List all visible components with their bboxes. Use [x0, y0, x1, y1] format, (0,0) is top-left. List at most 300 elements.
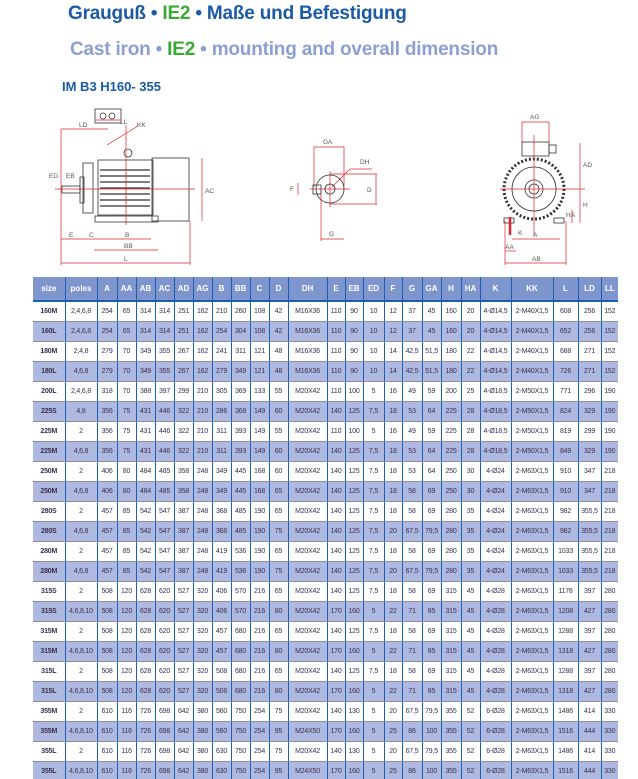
cell-aa: 85	[117, 502, 136, 522]
cell-ga: 69	[422, 482, 441, 502]
cell-poles: 4,8	[65, 402, 97, 422]
cell-b: 457	[212, 642, 231, 662]
cell-poles: 2,4,6,8	[65, 301, 97, 322]
cell-c: 108	[250, 322, 269, 342]
cell-b: 305	[212, 382, 231, 402]
cell-size: 355L	[33, 742, 65, 762]
cell-eb: 130	[345, 702, 363, 722]
column-header-ha: HA	[461, 277, 480, 301]
cell-ld: 427	[578, 602, 601, 622]
table-row	[33, 502, 618, 522]
column-header-ga: GA	[422, 277, 441, 301]
cell-h: 225	[441, 442, 461, 462]
cell-ld: 427	[578, 682, 601, 702]
dim-label-dh: DH	[360, 159, 370, 166]
cell-b: 406	[212, 602, 231, 622]
cell-ga: 69	[422, 582, 441, 602]
cell-b: 419	[212, 562, 231, 582]
cell-ag: 320	[193, 622, 212, 642]
cell-aa: 65	[117, 322, 136, 342]
cell-l: 1033	[553, 542, 578, 562]
column-header-d: D	[269, 277, 288, 301]
column-header-g: G	[402, 277, 422, 301]
cell-ga: 69	[422, 502, 441, 522]
cell-ed: 5	[363, 762, 384, 779]
cell-h: 280	[441, 522, 461, 542]
table-row	[33, 702, 618, 722]
cell-aa: 120	[117, 682, 136, 702]
cell-size: 355M	[33, 722, 65, 742]
cell-ab: 628	[136, 622, 155, 642]
cell-ac: 547	[155, 502, 174, 522]
cell-d: 60	[269, 462, 288, 482]
cell-size: 225M	[33, 422, 65, 442]
cell-poles: 2	[65, 542, 97, 562]
cell-ll: 280	[601, 602, 618, 622]
cell-ld: 256	[578, 322, 601, 342]
cell-ac: 547	[155, 522, 174, 542]
cell-ga: 100	[422, 762, 441, 779]
dimension-table	[33, 277, 618, 779]
cell-e: 110	[327, 342, 345, 362]
cell-ga: 79,5	[422, 742, 441, 762]
cell-ed: 7,5	[363, 562, 384, 582]
cell-ag: 248	[193, 462, 212, 482]
cell-ab: 542	[136, 542, 155, 562]
cell-g: 49	[402, 382, 422, 402]
cell-e: 140	[327, 562, 345, 582]
cell-l: 652	[553, 322, 578, 342]
cell-h: 355	[441, 742, 461, 762]
cell-d: 48	[269, 342, 288, 362]
cell-ad: 251	[174, 322, 193, 342]
cell-c: 216	[250, 602, 269, 622]
cell-l: 688	[553, 342, 578, 362]
cell-ag: 320	[193, 602, 212, 622]
cell-aa: 116	[117, 722, 136, 742]
cell-aa: 80	[117, 462, 136, 482]
cell-size: 160L	[33, 322, 65, 342]
cell-eb: 125	[345, 402, 363, 422]
cell-ag: 248	[193, 562, 212, 582]
cell-bb: 311	[231, 342, 250, 362]
cell-ha: 30	[461, 482, 480, 502]
title-german-pre: Grauguß •	[68, 3, 163, 24]
dim-label-b: B	[125, 232, 130, 239]
cell-c: 149	[250, 442, 269, 462]
cell-f: 18	[384, 482, 402, 502]
cell-f: 22	[384, 602, 402, 622]
table-row	[33, 622, 618, 642]
cell-h: 355	[441, 722, 461, 742]
dim-label-e: E	[69, 232, 74, 239]
cell-ll: 152	[601, 301, 618, 322]
cell-k: 4-Ø24	[480, 502, 511, 522]
cell-ac: 485	[155, 462, 174, 482]
cell-ld: 355,5	[578, 502, 601, 522]
cell-k: 6-Ø28	[480, 702, 511, 722]
cell-dh: M20X42	[288, 642, 327, 662]
cell-poles: 2,4,6,8	[65, 382, 97, 402]
cell-ll: 218	[601, 542, 618, 562]
cell-ga: 85	[422, 602, 441, 622]
cell-h: 225	[441, 402, 461, 422]
cell-aa: 75	[117, 402, 136, 422]
cell-dh: M20X42	[288, 542, 327, 562]
cell-poles: 4,6,8	[65, 482, 97, 502]
dim-label-ag: AG	[530, 114, 540, 121]
cell-g: 67,5	[402, 702, 422, 722]
cell-ab: 388	[136, 382, 155, 402]
dim-label-ed: ED	[49, 173, 59, 180]
cell-ab: 628	[136, 642, 155, 662]
table-row	[33, 722, 618, 742]
cell-kk: 2-M63X1,5	[511, 742, 553, 762]
cell-ac: 355	[155, 362, 174, 382]
cell-f: 18	[384, 502, 402, 522]
cell-poles: 4,6,8	[65, 362, 97, 382]
cell-d: 60	[269, 442, 288, 462]
cell-kk: 2-M63X1,5	[511, 542, 553, 562]
ie2-label-en: IE2	[167, 39, 196, 60]
cell-ed: 10	[363, 322, 384, 342]
cell-size: 315S	[33, 582, 65, 602]
cell-a: 279	[97, 362, 117, 382]
cell-ga: 45	[422, 301, 441, 322]
cell-e: 140	[327, 742, 345, 762]
cell-ha: 52	[461, 742, 480, 762]
cell-poles: 2	[65, 702, 97, 722]
cell-ac: 547	[155, 562, 174, 582]
cell-eb: 160	[345, 602, 363, 622]
cell-aa: 75	[117, 422, 136, 442]
cell-a: 508	[97, 662, 117, 682]
cell-ed: 7,5	[363, 622, 384, 642]
table-row	[33, 422, 618, 442]
cell-ed: 7,5	[363, 582, 384, 602]
cell-e: 170	[327, 722, 345, 742]
cell-e: 140	[327, 542, 345, 562]
cell-ld: 329	[578, 442, 601, 462]
cell-g: 53	[402, 462, 422, 482]
cell-d: 48	[269, 362, 288, 382]
cell-ad: 387	[174, 562, 193, 582]
cell-ag: 380	[193, 722, 212, 742]
cell-e: 170	[327, 602, 345, 622]
cell-eb: 125	[345, 522, 363, 542]
table-row	[33, 662, 618, 682]
cell-ga: 69	[422, 542, 441, 562]
cell-f: 16	[384, 422, 402, 442]
cell-f: 18	[384, 622, 402, 642]
cell-d: 75	[269, 742, 288, 762]
cell-eb: 125	[345, 462, 363, 482]
cell-k: 4-Ø24	[480, 562, 511, 582]
cell-ld: 444	[578, 762, 601, 779]
cell-k: 4-Ø24	[480, 522, 511, 542]
cell-f: 18	[384, 662, 402, 682]
column-header-l: L	[553, 277, 578, 301]
cell-eb: 125	[345, 582, 363, 602]
cell-ag: 162	[193, 322, 212, 342]
cell-ac: 314	[155, 322, 174, 342]
cell-dh: M20X42	[288, 502, 327, 522]
cell-ac: 314	[155, 301, 174, 322]
cell-ab: 431	[136, 422, 155, 442]
cell-f: 20	[384, 702, 402, 722]
cell-ga: 69	[422, 662, 441, 682]
cell-h: 160	[441, 301, 461, 322]
cell-ha: 28	[461, 422, 480, 442]
cell-ll: 330	[601, 762, 618, 779]
cell-ad: 642	[174, 722, 193, 742]
column-header-size: size	[33, 277, 65, 301]
cell-dh: M20X42	[288, 742, 327, 762]
cell-f: 25	[384, 762, 402, 779]
cell-size: 280S	[33, 522, 65, 542]
cell-ed: 5	[363, 742, 384, 762]
cell-eb: 160	[345, 642, 363, 662]
cell-ad: 267	[174, 362, 193, 382]
title-german-post: • Maße und Befestigung	[190, 3, 407, 24]
cell-e: 140	[327, 622, 345, 642]
cell-e: 110	[327, 362, 345, 382]
cell-b: 508	[212, 662, 231, 682]
cell-bb: 680	[231, 682, 250, 702]
cell-kk: 2-M63X1,5	[511, 762, 553, 779]
cell-c: 121	[250, 362, 269, 382]
cell-eb: 130	[345, 742, 363, 762]
cell-dh: M16X36	[288, 301, 327, 322]
cell-e: 170	[327, 682, 345, 702]
cell-c: 133	[250, 382, 269, 402]
cell-ad: 358	[174, 482, 193, 502]
cell-l: 849	[553, 442, 578, 462]
cell-ac: 547	[155, 542, 174, 562]
cell-h: 280	[441, 562, 461, 582]
cell-ga: 85	[422, 642, 441, 662]
cell-dh: M16X36	[288, 342, 327, 362]
cell-f: 20	[384, 742, 402, 762]
cell-ed: 10	[363, 342, 384, 362]
table-row	[33, 462, 618, 482]
cell-ad: 387	[174, 502, 193, 522]
cell-ll: 280	[601, 682, 618, 702]
cell-dh: M20X42	[288, 622, 327, 642]
column-header-f: F	[384, 277, 402, 301]
cell-bb: 485	[231, 502, 250, 522]
cell-dh: M20X42	[288, 462, 327, 482]
dim-label-ga: GA	[323, 139, 333, 146]
cell-ll: 190	[601, 382, 618, 402]
cell-b: 457	[212, 622, 231, 642]
cell-kk: 2-M63X1,5	[511, 582, 553, 602]
cell-bb: 393	[231, 442, 250, 462]
cell-ac: 698	[155, 702, 174, 722]
cell-kk: 2-M50X1,5	[511, 382, 553, 402]
column-header-c: C	[250, 277, 269, 301]
cell-e: 140	[327, 402, 345, 422]
cell-bb: 445	[231, 482, 250, 502]
cell-eb: 160	[345, 682, 363, 702]
cell-b: 368	[212, 502, 231, 522]
cell-bb: 393	[231, 422, 250, 442]
cell-size: 315S	[33, 602, 65, 622]
cell-ab: 542	[136, 502, 155, 522]
cell-ed: 5	[363, 702, 384, 722]
cell-kk: 2-M40X1,5	[511, 322, 553, 342]
dim-label-bb: BB	[124, 243, 133, 250]
cell-b: 630	[212, 762, 231, 779]
cell-poles: 2,4,6,8	[65, 322, 97, 342]
column-header-ad: AD	[174, 277, 193, 301]
cell-ag: 210	[193, 442, 212, 462]
cell-ed: 5	[363, 602, 384, 622]
cell-l: 1288	[553, 662, 578, 682]
cell-size: 200L	[33, 382, 65, 402]
cell-f: 14	[384, 342, 402, 362]
cell-g: 58	[402, 542, 422, 562]
column-header-a: A	[97, 277, 117, 301]
cell-ld: 271	[578, 362, 601, 382]
cell-bb: 485	[231, 522, 250, 542]
cell-ga: 51,5	[422, 342, 441, 362]
cell-d: 75	[269, 702, 288, 722]
cell-bb: 260	[231, 301, 250, 322]
cell-h: 315	[441, 582, 461, 602]
cell-ha: 22	[461, 342, 480, 362]
cell-kk: 2-M63X1,5	[511, 602, 553, 622]
cell-size: 180M	[33, 342, 65, 362]
cell-size: 315M	[33, 622, 65, 642]
cell-kk: 2-M63X1,5	[511, 662, 553, 682]
cell-eb: 90	[345, 342, 363, 362]
cell-e: 140	[327, 702, 345, 722]
cell-c: 190	[250, 502, 269, 522]
cell-ag: 320	[193, 582, 212, 602]
cell-c: 149	[250, 402, 269, 422]
table-row	[33, 442, 618, 462]
cell-l: 1318	[553, 642, 578, 662]
cell-kk: 2-M63X1,5	[511, 502, 553, 522]
cell-ha: 45	[461, 642, 480, 662]
cell-dh: M20X42	[288, 482, 327, 502]
cell-ac: 698	[155, 722, 174, 742]
cell-ll: 218	[601, 502, 618, 522]
cell-eb: 90	[345, 322, 363, 342]
cell-h: 315	[441, 662, 461, 682]
cell-poles: 4,6,8,10	[65, 722, 97, 742]
cell-ac: 446	[155, 402, 174, 422]
cell-ag: 210	[193, 382, 212, 402]
title-german	[68, 3, 407, 25]
cell-c: 149	[250, 422, 269, 442]
cell-d: 55	[269, 382, 288, 402]
cell-f: 20	[384, 522, 402, 542]
cell-ed: 5	[363, 382, 384, 402]
cell-c: 190	[250, 542, 269, 562]
cell-f: 18	[384, 442, 402, 462]
cell-d: 55	[269, 422, 288, 442]
cell-kk: 2-M63X1,5	[511, 622, 553, 642]
cell-g: 71	[402, 682, 422, 702]
cell-aa: 75	[117, 442, 136, 462]
cell-ga: 59	[422, 382, 441, 402]
cell-d: 65	[269, 482, 288, 502]
cell-aa: 70	[117, 382, 136, 402]
cell-eb: 125	[345, 502, 363, 522]
cell-e: 140	[327, 582, 345, 602]
cell-ed: 7,5	[363, 482, 384, 502]
dim-label-l: L	[124, 256, 128, 263]
cell-ag: 320	[193, 682, 212, 702]
cell-e: 170	[327, 762, 345, 779]
cell-c: 216	[250, 682, 269, 702]
cell-l: 1516	[553, 722, 578, 742]
cell-ed: 5	[363, 422, 384, 442]
cell-poles: 4,6,8,10	[65, 642, 97, 662]
cell-ld: 397	[578, 662, 601, 682]
cell-h: 280	[441, 502, 461, 522]
cell-dh: M16X36	[288, 322, 327, 342]
cell-ed: 5	[363, 722, 384, 742]
cell-ag: 210	[193, 422, 212, 442]
cell-ag: 248	[193, 522, 212, 542]
cell-aa: 85	[117, 562, 136, 582]
cell-ab: 484	[136, 482, 155, 502]
cell-a: 279	[97, 342, 117, 362]
column-header-ll: LL	[601, 277, 618, 301]
cell-g: 86	[402, 722, 422, 742]
cell-ad: 642	[174, 762, 193, 779]
cell-ld: 296	[578, 382, 601, 402]
cell-size: 160M	[33, 301, 65, 322]
cell-ga: 64	[422, 402, 441, 422]
cell-size: 225S	[33, 402, 65, 422]
cell-ab: 349	[136, 362, 155, 382]
cell-ad: 267	[174, 342, 193, 362]
cell-g: 71	[402, 602, 422, 622]
cell-size: 315L	[33, 662, 65, 682]
cell-k: 4-Ø24	[480, 462, 511, 482]
dim-label-ll: LL	[120, 119, 128, 126]
cell-kk: 2-M40X1,5	[511, 362, 553, 382]
cell-dh: M24X50	[288, 722, 327, 742]
cell-d: 75	[269, 522, 288, 542]
cell-ed: 7,5	[363, 502, 384, 522]
cell-d: 65	[269, 622, 288, 642]
cell-l: 1486	[553, 742, 578, 762]
cell-ld: 397	[578, 622, 601, 642]
dim-label-eb: EB	[66, 173, 75, 180]
table-row	[33, 562, 618, 582]
cell-l: 726	[553, 362, 578, 382]
cell-eb: 125	[345, 542, 363, 562]
cell-ad: 322	[174, 422, 193, 442]
cell-ag: 162	[193, 301, 212, 322]
cell-ad: 299	[174, 382, 193, 402]
cell-l: 982	[553, 522, 578, 542]
column-header-ac: AC	[155, 277, 174, 301]
cell-poles: 2,4,8	[65, 342, 97, 362]
cell-poles: 2	[65, 462, 97, 482]
cell-d: 65	[269, 542, 288, 562]
cell-b: 560	[212, 702, 231, 722]
cell-ga: 79,5	[422, 522, 441, 542]
cell-ad: 322	[174, 402, 193, 422]
cell-ld: 347	[578, 482, 601, 502]
cell-bb: 750	[231, 702, 250, 722]
